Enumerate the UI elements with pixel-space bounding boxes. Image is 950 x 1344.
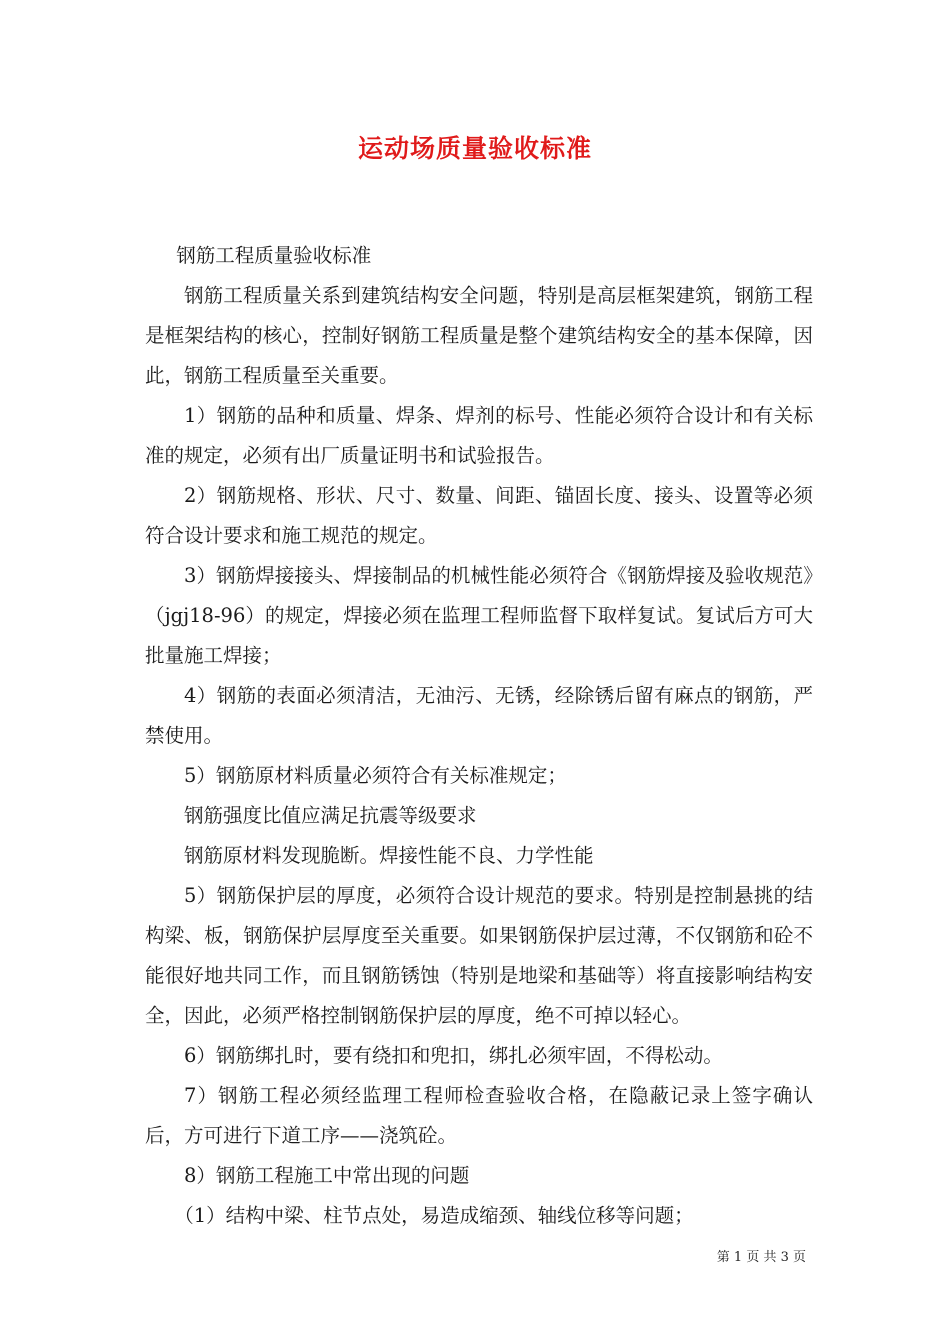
item-6: 6）钢筋绑扎时，要有绕扣和兜扣，绑扎必须牢固，不得松动。 [184, 1044, 723, 1067]
document-body [145, 236, 813, 1236]
item-7: 7）钢筋工程必须经监理工程师检查验收合格，在隐蔽记录上签字确认后，方可进行下道工序——浇筑砼。 [145, 1084, 813, 1147]
item-2: 2）钢筋规格、形状、尺寸、数量、间距、锚固长度、接头、设置等必须符合设计要求和施工规范的规定。 [145, 484, 813, 547]
page-number: 第 1 页 共 3 页 [716, 1250, 806, 1265]
item-3: 3）钢筋焊接接头、焊接制品的机械性能必须符合《钢筋焊接及验收规范》（jgj18-96）的规定，焊接必须在监理工程师监督下取样复试。复试后方可大批量施工焊接； [145, 564, 813, 667]
section-heading: 钢筋工程质量验收标准 [176, 244, 372, 267]
item-5-note-1: 钢筋强度比值应满足抗震等级要求 [184, 804, 477, 827]
item-1: 1）钢筋的品种和质量、焊条、焊剂的标号、性能必须符合设计和有关标准的规定，必须有出厂质量证明书和试验报告。 [145, 404, 813, 467]
item-8: 8）钢筋工程施工中常出现的问题 [184, 1164, 470, 1187]
item-5-note-2: 钢筋原材料发现脆断。焊接性能不良、力学性能 [184, 844, 594, 867]
document-title: 运动场质量验收标准 [357, 134, 592, 163]
item-5-protective-layer: 5）钢筋保护层的厚度，必须符合设计规范的要求。特别是控制悬挑的结构梁、板，钢筋保护层厚度至关重要。如果钢筋保护层过薄，不仅钢筋和砼不能很好地共同工作，而且钢筋锈蚀（特别是地梁和基础等）将直接影响结构安全，因此，必须严格控制钢筋保护层的厚度，绝不可掉以轻心。 [145, 884, 813, 1027]
item-8-sub-1: （1）结构中梁、柱节点处，易造成缩颈、轴线位移等问题； [174, 1204, 694, 1227]
item-4: 4）钢筋的表面必须清洁，无油污、无锈，经除锈后留有麻点的钢筋，严禁使用。 [145, 684, 813, 747]
item-5: 5）钢筋原材料质量必须符合有关标准规定； [184, 764, 567, 787]
intro-paragraph: 钢筋工程质量关系到建筑结构安全问题，特别是高层框架建筑，钢筋工程是框架结构的核心，控制好钢筋工程质量是整个建筑结构安全的基本保障，因此，钢筋工程质量至关重要。 [145, 284, 813, 387]
